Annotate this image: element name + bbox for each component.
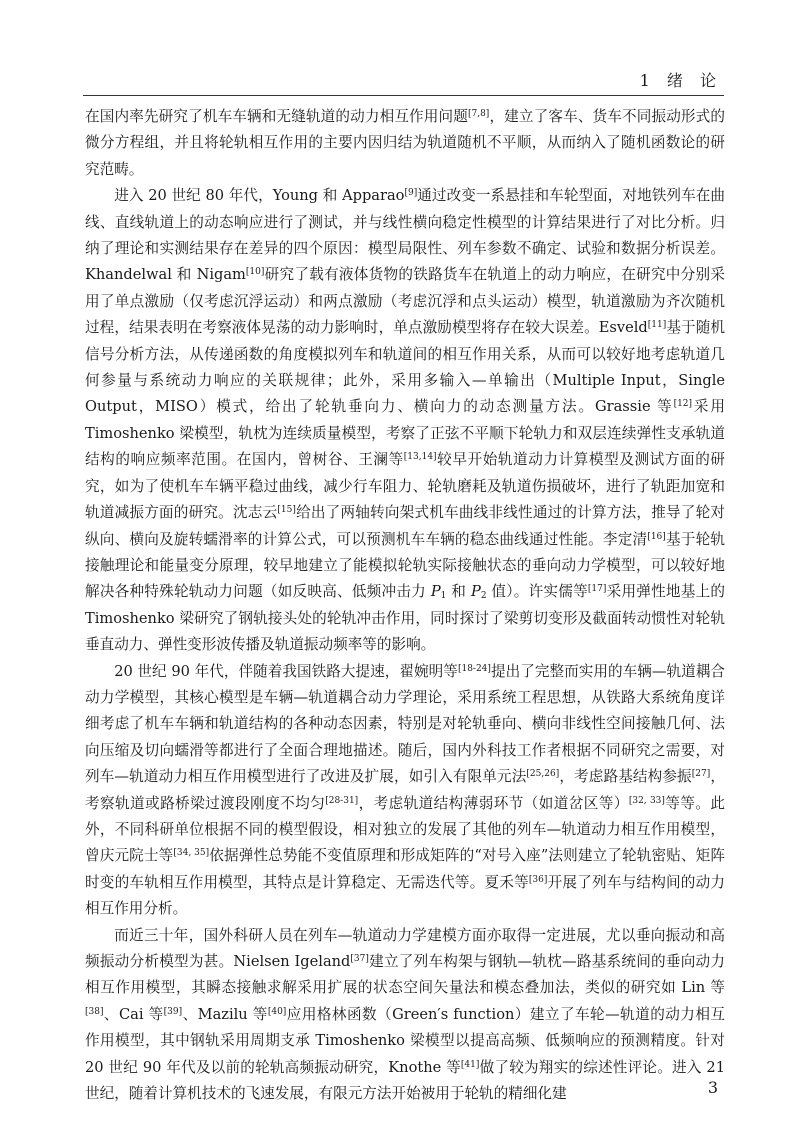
citation-ref: [36]: [528, 874, 548, 885]
citation-ref: [16]: [647, 531, 666, 542]
text-run: 等等。此外，不同科研单位根据不同的模型假设，相对独立的发展了其他的列车—轨道动力相互作用模型，曾庆元院士等: [85, 794, 725, 865]
citation-ref: [13,14]: [403, 452, 437, 463]
citation-ref: [41]: [460, 1059, 480, 1070]
citation-ref: [32, 33]: [628, 795, 665, 806]
citation-ref: [9]: [404, 188, 418, 199]
text-run: 进入 20 世纪 80 年代，Young 和 Apparao: [114, 187, 405, 205]
paragraph-1: [85, 104, 725, 183]
math-symbol: P: [430, 583, 441, 601]
citation-ref: [7,8]: [467, 109, 490, 119]
text-run: 依据弹性总势能不变值原理和形成矩阵的“对号入座”法则建立了轮轨密贴、矩阵时变的车轨相互作用模型，其特点是计算稳定、无需迭代等。夏禾等: [85, 847, 725, 891]
header-rule: [83, 95, 724, 96]
text-run: 20 世纪 90 年代，伴随着我国铁路大提速，翟婉明等: [114, 662, 458, 680]
citation-ref: [28-31]: [325, 795, 359, 806]
paragraph-4: [85, 923, 725, 1108]
text-run: 应用格林函数（Green′s function）建立了车轮—轨道的动力相互作用模型，其中钢轨采用周期支承 Timoshenko 梁模型以提高高频、低频响应的预测精度。针对 20 世纪 90 年代及以前的轮轨高频振动研究，Knothe 等: [85, 1005, 725, 1076]
citation-ref: [37]: [350, 954, 369, 964]
citation-ref: [40]: [267, 1006, 287, 1017]
text-run: 通过改变一系悬挂和车轮型面，对地铁列车在曲线、直线轨道上的动态响应进行了测试，并与线性横向稳定性模型的计算结果进行了对比分析。归纳了理论和实测结果存在差异的四个原因：模型局限性、列车参数不确定、试验和数据分析误差。Khandelwal 和 Nigam: [85, 187, 725, 284]
text-run: 、Mazilu 等: [182, 1005, 268, 1023]
text-run: 给出了两轴转向架式机车曲线非线性通过的计算方法，推导了轮对纵向、横向及旋转蠕滑率的计算公式，可以预测机车车辆的稳态曲线通过性能。李定清: [85, 504, 725, 548]
running-head-title: 1 绪 论: [639, 71, 722, 90]
paragraph-3: [85, 659, 725, 923]
citation-ref: [15]: [277, 505, 296, 516]
text-run: 提出了完整而实用的车辆—轨道耦合动力学模型，其核心模型是车辆—轨道耦合动力学理论，采用系统工程思想，从铁路大系统角度详细考虑了机车车辆和轨道结构的各种动态因素，特别是对轮轨垂向、横向非线性空间接触几何、法向压缩及切向蠕滑等都进行了全面合理地描述。随后，国内外科技工作者根据不同研究之需要，对列车—轨道动力相互作用模型进行了改进及扩展，如引入有限单元法: [85, 662, 725, 786]
text-run: 在国内率先研究了机车车辆和无缝轨道的动力相互作用问题: [85, 108, 468, 125]
text-run: 和: [446, 583, 471, 601]
page-number: 3: [707, 1078, 718, 1097]
citation-ref: [25,26]: [526, 769, 560, 780]
text-run: 开展了列车与结构间的动力相互作用分析。: [85, 873, 725, 918]
paragraph-2: [85, 183, 725, 658]
citation-ref: [12]: [673, 399, 693, 410]
citation-ref: [39]: [163, 1006, 183, 1017]
text-run: 建立了列车构架与钢轨—轨枕—路基系统间的垂向动力相互作用模型，其瞬态接触求解采用扩展的状态空间矢量法和模态叠加法，类似的研究如 Lin 等: [85, 953, 725, 997]
subscript: 1: [440, 591, 447, 602]
text-run: 、Cai 等: [103, 1005, 164, 1023]
math-symbol: P: [470, 583, 481, 601]
text-run: ，考虑轨道结构薄弱环节（如道岔区等）: [358, 794, 629, 812]
text-run: 基于随机信号分析方法，从传递函数的角度模拟列车和轨道间的相互作用关系，从而可以较好地考虑轨道几何参量与系统动力响应的关联规律；此外，采用多输入—单输出（Multiple Input，Single Output，MISO）模式，给出了轮轨垂向力、横向力的动态测量方法。Grassie 等: [85, 319, 725, 416]
text-run: 值）。许实儒等: [486, 583, 588, 601]
citation-ref: [10]: [245, 267, 265, 278]
text-run: ，考虑路基结构参振: [559, 768, 692, 786]
text-run: ，建立了客车、货车不同振动形式的微分方程组，并且将轮轨相互作用的主要内因归结为轨道随机不平顺，从而纳入了随机函数论的研究范畴。: [85, 108, 725, 178]
citation-ref: [17]: [587, 584, 607, 595]
text-run: 研究了载有液体货物的铁路货车在轨道上的动力响应，在研究中分别采用了单点激励（仅考虑沉浮运动）和两点激励（考虑沉浮和点头运动）模型，轨道激励为齐次随机过程，结果表明在考察液体晃荡的动力影响时，单点激励模型将存在较大误差。Esveld: [85, 266, 725, 337]
text-run: 采用 Timoshenko 梁模型，轨枕为连续质量模型，考察了正弦不平顺下轮轨力和双层连续弹性支承轨道结构的响应频率范围。在国内，曾树谷、王澜等: [85, 398, 725, 469]
text-run: 采用弹性地基上的 Timoshenko 梁研究了钢轨接头处的轮轨冲击作用，同时探讨了梁剪切变形及截面转动惯性对轮轨垂直动力、弹性变形波传播及轨道振动频率等的影响。: [85, 583, 725, 654]
text-run: 较早开始轨道动力计算模型及测试方面的研究，如为了使机车车辆平稳过曲线，减少行车阻力、轮轨磨耗及轨道伤损破坏，进行了轨距加宽和轨道减振方面的研究。沈志云: [85, 451, 725, 522]
citation-ref: [18-24]: [457, 663, 491, 674]
citation-ref: [27]: [691, 769, 711, 780]
text-run: 做了较为翔实的综述性评论。进入 21 世纪，随着计算机技术的飞速发展，有限元方法开始被用于轮轨的精细化建: [85, 1058, 726, 1103]
subscript: 2: [480, 591, 487, 602]
citation-ref: [38]: [85, 1006, 104, 1017]
citation-ref: [11]: [647, 320, 667, 331]
text-run: 基于轮轨接触理论和能量变分原理，较早地建立了能模拟轮轨实际接触状态的垂向动力学模型，可以较好地解决各种特殊轮轨动力问题（如反映高、低频冲击力: [85, 530, 725, 601]
text-run: ，考察轨道或路桥梁过渡段刚度不均匀: [85, 768, 725, 812]
text-run: 而近三十年，国外科研人员在列车—轨道动力学建模方面亦取得一定进展，尤以垂向振动和高频振动分析模型为甚。Nielsen Igeland: [85, 926, 725, 970]
citation-ref: [34, 35]: [173, 848, 210, 859]
body-text: [85, 104, 725, 1107]
